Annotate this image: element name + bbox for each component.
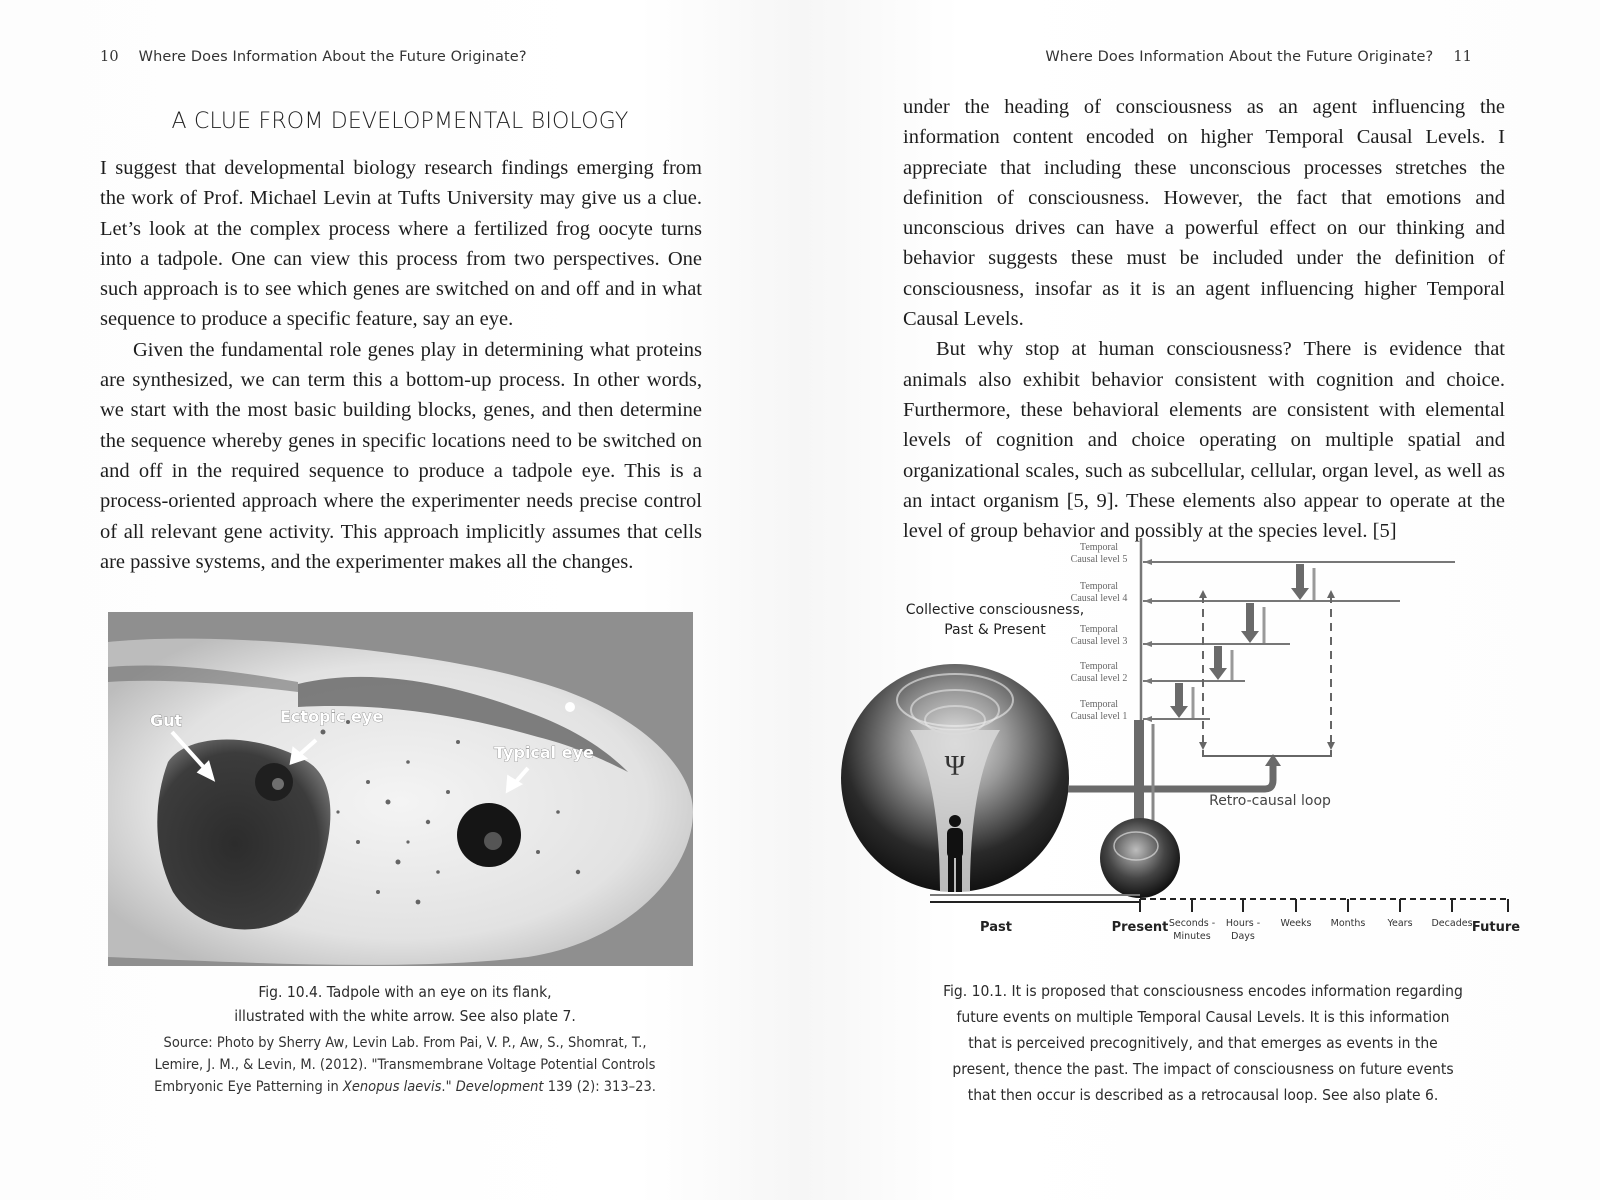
down-arrow-icon bbox=[1296, 564, 1304, 589]
source-line bbox=[100, 1076, 710, 1098]
caption-line: present, thence the past. The impact of consciousness on future events bbox=[952, 1060, 1454, 1078]
figure-caption-left bbox=[100, 980, 710, 1098]
temporal-level-label: Causal level 3 bbox=[1070, 636, 1128, 647]
tadpole-photo bbox=[108, 612, 693, 966]
source-text: Embryonic Eye Patterning in bbox=[154, 1079, 343, 1095]
page-number-left: 10 bbox=[100, 49, 119, 65]
collective-consciousness-label: Collective consciousness, bbox=[905, 602, 1085, 618]
source-text: 139 (2): 313–23. bbox=[543, 1079, 656, 1095]
timeline-tick-label: Months bbox=[1330, 918, 1366, 929]
source-line: Source: Photo by Sherry Aw, Levin Lab. From Pai, V. P., Aw, S., Shomrat, T., bbox=[163, 1035, 647, 1051]
temporal-level-label: Temporal bbox=[1079, 661, 1119, 672]
ectopic-eye-label: Ectopic eye bbox=[280, 707, 384, 726]
caption-line: that then occur is described as a retrocausal loop. See also plate 6. bbox=[967, 1086, 1439, 1104]
brain-head-image bbox=[1100, 818, 1180, 898]
paragraph: I suggest that developmental biology research findings emerging from the work of Prof. Michael Levin at Tufts University may give us a clue. Let’s look at the complex process where a fertilized frog oocyte turns into a tadpole. One can view this process from two perspectives. One such approach is to see which genes are switched on and off and in what sequence to produce a specific feature, say an eye. bbox=[100, 157, 702, 331]
timeline-present-label: Present bbox=[1111, 920, 1169, 935]
retro-causal-loop-label: Retro-causal loop bbox=[1209, 793, 1331, 809]
journal-name: Development bbox=[455, 1079, 544, 1095]
running-head-right bbox=[1045, 49, 1472, 65]
temporal-level-label: Temporal bbox=[1079, 542, 1119, 553]
down-arrow-icon bbox=[1175, 683, 1183, 707]
temporal-level-label: Causal level 4 bbox=[1070, 593, 1128, 604]
section-title: A CLUE FROM DEVELOPMENTAL BIOLOGY bbox=[171, 109, 629, 134]
collective-consciousness-image bbox=[841, 664, 1069, 892]
collective-consciousness-sublabel: Past & Present bbox=[944, 622, 1046, 638]
timeline-tick-label: Seconds - bbox=[1168, 918, 1216, 929]
typical-eye-label: Typical eye bbox=[494, 743, 594, 762]
source-line: Lemire, J. M., & Levin, M. (2012). "Transmembrane Voltage Potential Controls bbox=[154, 1057, 656, 1073]
timeline-past-label: Past bbox=[980, 920, 1012, 935]
psi-symbol: Ψ bbox=[944, 751, 966, 782]
temporal-level-label: Causal level 5 bbox=[1070, 554, 1128, 565]
temporal-level-label: Causal level 1 bbox=[1070, 711, 1128, 722]
running-head-left bbox=[100, 49, 527, 65]
right-body-text bbox=[903, 92, 1505, 546]
running-head-title-left: Where Does Information About the Future Originate? bbox=[138, 49, 527, 65]
retro-causal-connector bbox=[1068, 765, 1273, 789]
timeline-tick-label: Days bbox=[1231, 931, 1255, 942]
paragraph: Given the fundamental role genes play in determining what proteins are synthesized, we can term this a bottom-up process. In other words, we start with the most basic building blocks, genes, and then determine the sequence whereby genes in specific locations need to be switched on and off in the required sequence to produce a tadpole eye. This is a process-oriented approach where the experimenter needs precise control of all relevant gene activity. This approach implicitly assumes that cells are passive systems, and the experimenter makes all the changes. bbox=[100, 338, 702, 573]
running-head-title-right: Where Does Information About the Future Originate? bbox=[1045, 49, 1434, 65]
temporal-level-label: Temporal bbox=[1079, 699, 1119, 710]
figure-caption-right bbox=[888, 978, 1518, 1108]
down-arrow-icon bbox=[1214, 646, 1222, 669]
caption-line: that is perceived precognitively, and that emerges as events in the bbox=[968, 1034, 1438, 1052]
temporal-causal-diagram bbox=[840, 540, 1560, 960]
page-number-right: 11 bbox=[1453, 49, 1472, 65]
temporal-level-label: Causal level 2 bbox=[1070, 673, 1128, 684]
down-arrow-icon bbox=[1246, 603, 1254, 632]
source-text: ." bbox=[441, 1079, 456, 1095]
timeline-tick-label: Weeks bbox=[1280, 918, 1312, 929]
caption-line: Fig. 10.4. Tadpole with an eye on its flank, bbox=[258, 983, 552, 1001]
left-body-text bbox=[100, 153, 702, 577]
species-name: Xenopus laevis bbox=[342, 1079, 442, 1095]
timeline-tick-label: Hours - bbox=[1225, 918, 1261, 929]
timeline-future-label: Future bbox=[1471, 920, 1521, 935]
paragraph: But why stop at human consciousness? There is evidence that animals also exhibit behavior consistent with cognition and choice. Furthermore, these behavioral elements are consistent with elemental levels of cognition and choice operating on multiple spatial and organizational scales, such as subcellular, cellular, organ level, as well as an intact organism [5, 9]. These elements also appear to operate at the level of group behavior and possibly at the species level. [5] bbox=[903, 338, 1505, 543]
temporal-level-label: Temporal bbox=[1079, 624, 1119, 635]
paragraph: under the heading of consciousness as an agent influencing the information content encoded on higher Temporal Causal Levels. I appreciate that including these unconscious processes stretches the definition of consciousness. However, the fact that emotions and unconscious drives can have a powerful effect on our thinking and behavior suggests these must be included under the definition of consciousness, insofar as it is an agent influencing higher Temporal Causal Levels. bbox=[903, 96, 1505, 331]
caption-line: future events on multiple Temporal Causal Levels. It is this information bbox=[956, 1008, 1450, 1026]
caption-line: Fig. 10.1. It is proposed that consciousness encodes information regarding bbox=[943, 982, 1463, 1000]
timeline-tick-label: Years bbox=[1387, 918, 1413, 929]
temporal-level-label: Temporal bbox=[1079, 581, 1119, 592]
timeline-tick-label: Minutes bbox=[1173, 931, 1211, 942]
figure-source bbox=[100, 1032, 710, 1098]
gut-label: Gut bbox=[150, 711, 183, 730]
retro-causal-loop bbox=[1203, 595, 1331, 756]
timeline-tick-label: Decades bbox=[1431, 918, 1473, 929]
caption-line: illustrated with the white arrow. See also plate 7. bbox=[234, 1007, 576, 1025]
gut bbox=[157, 740, 330, 930]
